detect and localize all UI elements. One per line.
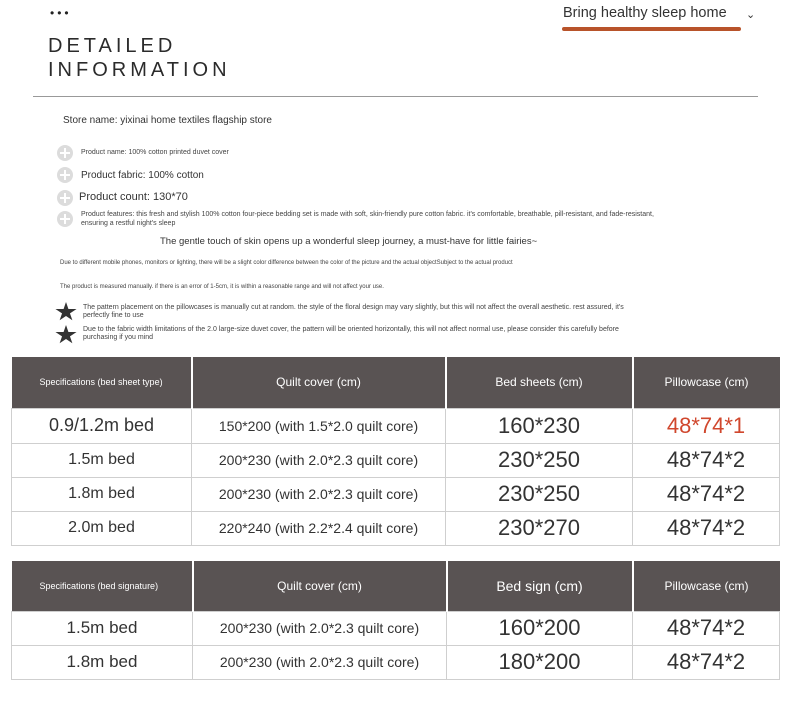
table-row [12, 611, 780, 645]
table-header-row [12, 561, 780, 611]
chevron-down-icon: ⌄ [746, 9, 756, 21]
header-bed-sheets: Bed sheets (cm) [446, 357, 633, 408]
title-line-2: INFORMATION [48, 59, 231, 81]
cell-pillowcase: 48*74*2 [633, 443, 780, 477]
header-specifications: Specifications (bed sheet type) [12, 357, 192, 408]
spec-table-bed-signature [11, 561, 780, 680]
color-difference-note: Due to different mobile phones, monitors or lighting, there will be a slight color difference between the color of the picture and the actual objectSubject to the actual product [60, 260, 513, 266]
header-bed-sign: Bed sign (cm) [447, 561, 633, 611]
cell-quilt-cover: 150*200 (with 1.5*2.0 quilt core) [192, 408, 446, 443]
tagline-underline [562, 27, 741, 31]
cell-spec: 1.8m bed [12, 645, 193, 679]
table-row [12, 443, 780, 477]
cell-spec: 0.9/1.2m bed [12, 408, 192, 443]
cell-spec: 2.0m bed [12, 511, 192, 545]
tagline-gentle-touch: The gentle touch of skin opens up a wonderful sleep journey, a must-have for little fairies~ [160, 236, 538, 247]
cell-bed-sign: 160*200 [447, 611, 633, 645]
product-count: Product count: 130*70 [79, 191, 188, 203]
cell-quilt-cover: 200*230 (with 2.0*2.3 quilt core) [193, 611, 447, 645]
header-quilt-cover: Quilt cover (cm) [193, 561, 447, 611]
decorative-dots: ••• [50, 6, 72, 20]
header-pillowcase: Pillowcase (cm) [633, 561, 780, 611]
cell-pillowcase: 48*74*2 [633, 645, 780, 679]
table-row [12, 408, 780, 443]
pattern-note: The pattern placement on the pillowcases is manually cut at random. the style of the floral design may vary slightly, but this will not affect the overall aesthetic. rest assured, it's perfectly fine to use [83, 304, 624, 319]
table-row [12, 477, 780, 511]
plus-circle-icon [57, 167, 73, 183]
cell-pillowcase: 48*74*2 [633, 511, 780, 545]
divider [33, 96, 758, 97]
table-header-row [12, 357, 780, 408]
fabric-width-note: Due to the fabric width limitations of the 2.0 large-size duvet cover, the pattern will be oriented horizontally, this will not affect normal use, please consider this carefully before purchasing if you mind [83, 326, 619, 341]
cell-spec: 1.8m bed [12, 477, 192, 511]
table-row [12, 645, 780, 679]
spec-table-bed-sheet [11, 357, 780, 546]
plus-circle-icon [57, 145, 73, 161]
header-quilt-cover: Quilt cover (cm) [192, 357, 446, 408]
product-features: Product features: this fresh and stylish 100% cotton four-piece bedding set is made with soft, skin-friendly pure cotton fabric. it's comfortable, breathable, pill-resistant, and fade-resistant, ensuring a restful night's sleep [81, 211, 654, 227]
cell-bed-sign: 180*200 [447, 645, 633, 679]
header-pillowcase: Pillowcase (cm) [633, 357, 780, 408]
cell-pillowcase: 48*74*2 [633, 477, 780, 511]
cell-spec: 1.5m bed [12, 611, 193, 645]
cell-quilt-cover: 200*230 (with 2.0*2.3 quilt core) [192, 443, 446, 477]
cell-quilt-cover: 200*230 (with 2.0*2.3 quilt core) [192, 477, 446, 511]
cell-quilt-cover: 200*230 (with 2.0*2.3 quilt core) [193, 645, 447, 679]
store-name: Store name: yixinai home textiles flagship store [63, 115, 272, 126]
cell-bed-sheets: 160*230 [446, 408, 633, 443]
tagline: Bring healthy sleep home [563, 5, 727, 21]
product-name: Product name: 100% cotton printed duvet cover [81, 149, 229, 156]
cell-bed-sheets: 230*250 [446, 477, 633, 511]
cell-spec: 1.5m bed [12, 443, 192, 477]
measurement-note: The product is measured manually. if there is an error of 1-5cm, it is within a reasonable range and will not affect your use. [60, 284, 384, 290]
cell-pillowcase: 48*74*2 [633, 611, 780, 645]
plus-circle-icon [57, 211, 73, 227]
table-row [12, 511, 780, 545]
cell-bed-sheets: 230*270 [446, 511, 633, 545]
page-title [48, 34, 231, 82]
star-icon [55, 302, 77, 322]
plus-circle-icon [57, 190, 73, 206]
title-line-1: DETAILED [48, 35, 177, 57]
product-fabric: Product fabric: 100% cotton [81, 170, 204, 181]
header-specifications: Specifications (bed signature) [12, 561, 193, 611]
cell-bed-sheets: 230*250 [446, 443, 633, 477]
cell-quilt-cover: 220*240 (with 2.2*2.4 quilt core) [192, 511, 446, 545]
cell-pillowcase: 48*74*1 [633, 408, 780, 443]
star-icon [55, 325, 77, 345]
